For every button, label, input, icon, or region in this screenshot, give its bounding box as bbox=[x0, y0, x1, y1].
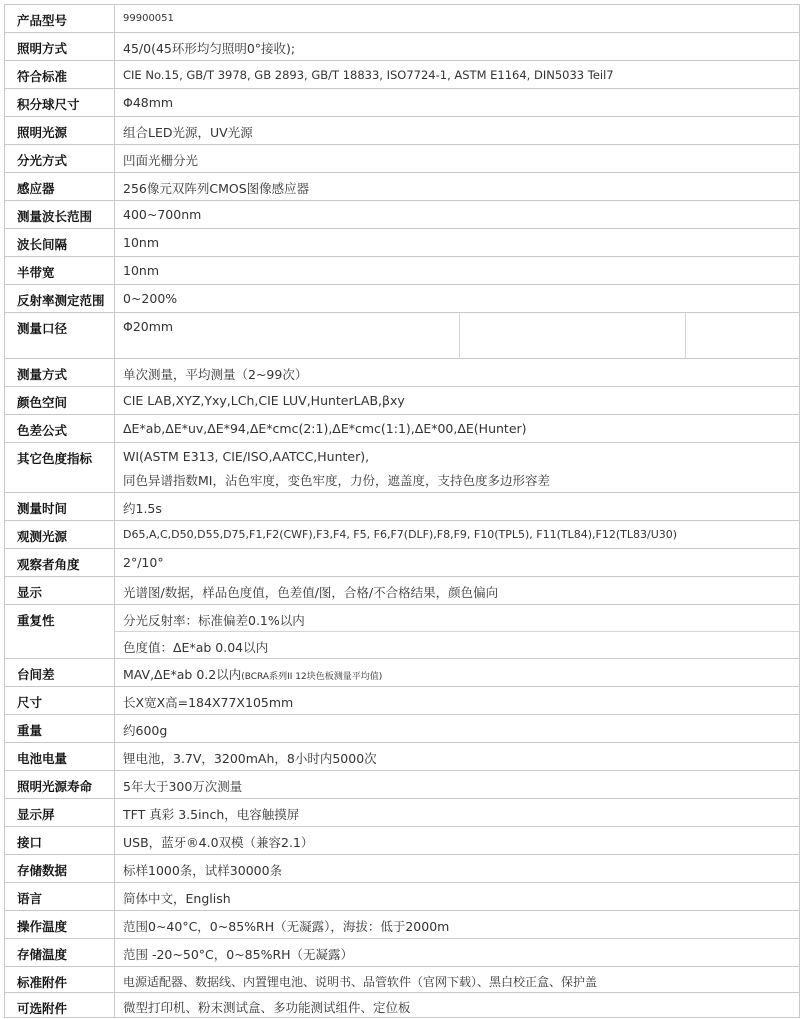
spec-value: 256像元双阵列CMOS图像感应器 bbox=[115, 173, 800, 200]
spec-label: 电池电量 bbox=[4, 743, 115, 770]
spec-row-dimensions bbox=[4, 686, 800, 714]
spec-label: 显示 bbox=[4, 577, 115, 604]
spec-value: 单次测量，平均测量（2~99次） bbox=[115, 359, 800, 386]
spec-row-half-bandwidth bbox=[4, 256, 800, 284]
spec-value: CIE LAB,XYZ,Yxy,LCh,CIE LUV,HunterLAB,βxy bbox=[115, 387, 800, 414]
spec-label: 符合标准 bbox=[4, 61, 115, 88]
spec-value: MAV,ΔE*ab 0.2以内(BCRA系列II 12块色板测量平均值) bbox=[115, 659, 800, 686]
spec-label: 台间差 bbox=[4, 659, 115, 686]
spec-row-spectral-method bbox=[4, 144, 800, 172]
spec-label: 感应器 bbox=[4, 173, 115, 200]
spec-value: Φ48mm bbox=[115, 89, 800, 116]
spec-value: 简体中文，English bbox=[115, 883, 800, 910]
spec-row-weight bbox=[4, 714, 800, 742]
spec-label: 操作温度 bbox=[4, 911, 115, 938]
spec-row-product-model bbox=[4, 4, 800, 32]
spec-value: ΔE*ab,ΔE*uv,ΔE*94,ΔE*cmc(2:1),ΔE*cmc(1:1),ΔE*00,ΔE(Hunter) bbox=[115, 415, 800, 442]
spec-label: 标准附件 bbox=[4, 967, 115, 992]
spec-row-optional-accessories bbox=[4, 992, 800, 1018]
cell-divider bbox=[685, 313, 686, 358]
cell-divider bbox=[459, 313, 460, 358]
spec-row-color-space bbox=[4, 386, 800, 414]
spec-value: 10nm bbox=[115, 229, 800, 256]
spec-row-language bbox=[4, 882, 800, 910]
spec-value: Φ20mm bbox=[115, 313, 800, 358]
spec-row-measure-time bbox=[4, 492, 800, 520]
spec-value: 5年大于300万次测量 bbox=[115, 771, 800, 798]
spec-value: TFT 真彩 3.5inch，电容触摸屏 bbox=[115, 799, 800, 826]
spec-label: 照明方式 bbox=[4, 33, 115, 60]
spec-label: 重量 bbox=[4, 715, 115, 742]
spec-row-repeatability bbox=[4, 604, 800, 658]
spec-value: 2°/10° bbox=[115, 549, 800, 576]
spec-row-observer-angle bbox=[4, 548, 800, 576]
spec-value: USB，蓝牙®4.0双模（兼容2.1） bbox=[115, 827, 800, 854]
spec-label: 测量口径 bbox=[4, 313, 115, 358]
spec-label: 其它色度指标 bbox=[4, 443, 115, 492]
spec-value: D65,A,C,D50,D55,D75,F1,F2(CWF),F3,F4, F5, F6,F7(DLF),F8,F9, F10(TPL5), F11(TL84),F12(TL83/U30) bbox=[115, 521, 800, 548]
spec-value: 长X宽X高=184X77X105mm bbox=[115, 687, 800, 714]
spec-label: 反射率测定范围 bbox=[4, 285, 115, 312]
spec-label: 测量时间 bbox=[4, 493, 115, 520]
spec-value: 分光反射率：标准偏差0.1%以内 色度值：ΔE*ab 0.04以内 bbox=[115, 605, 800, 658]
spec-value: 400~700nm bbox=[115, 201, 800, 228]
spec-value: 范围 -20~50°C，0~85%RH（无凝露） bbox=[115, 939, 800, 966]
spec-row-battery bbox=[4, 742, 800, 770]
spec-row-standard-accessories bbox=[4, 966, 800, 992]
spec-label: 积分球尺寸 bbox=[4, 89, 115, 116]
spec-label: 显示屏 bbox=[4, 799, 115, 826]
spec-label: 观测光源 bbox=[4, 521, 115, 548]
spec-row-other-indices bbox=[4, 442, 800, 492]
spec-row-reflectance-range bbox=[4, 284, 800, 312]
spec-row-storage bbox=[4, 854, 800, 882]
spec-value: WI(ASTM E313, CIE/ISO,AATCC,Hunter), 同色异谱指数MI，沾色牢度，变色牢度，力份，遮盖度，支持色度多边形容差 bbox=[115, 443, 800, 492]
spec-value: 标样1000条，试样30000条 bbox=[115, 855, 800, 882]
spec-value: 99900051 bbox=[115, 5, 800, 32]
spec-row-light-source bbox=[4, 116, 800, 144]
spec-row-sensor bbox=[4, 172, 800, 200]
spec-row-standards bbox=[4, 60, 800, 88]
spec-row-operating-temp bbox=[4, 910, 800, 938]
spec-row-illumination bbox=[4, 32, 800, 60]
spec-label: 可选附件 bbox=[4, 993, 115, 1017]
spec-value: 约1.5s bbox=[115, 493, 800, 520]
spec-row-sphere-size bbox=[4, 88, 800, 116]
spec-value: 凹面光栅分光 bbox=[115, 145, 800, 172]
spec-label: 照明光源 bbox=[4, 117, 115, 144]
spec-label: 波长间隔 bbox=[4, 229, 115, 256]
spec-label: 语言 bbox=[4, 883, 115, 910]
spec-row-aperture bbox=[4, 312, 800, 358]
spec-label: 测量方式 bbox=[4, 359, 115, 386]
spec-value: 电源适配器、数据线、内置锂电池、说明书、品管软件（官网下载）、黑白校正盒、保护盖 bbox=[115, 967, 800, 992]
spec-value: 光谱图/数据，样品色度值，色差值/图，合格/不合格结果，颜色偏向 bbox=[115, 577, 800, 604]
spec-row-screen bbox=[4, 798, 800, 826]
spec-label: 存储温度 bbox=[4, 939, 115, 966]
spec-label: 照明光源寿命 bbox=[4, 771, 115, 798]
spec-label: 尺寸 bbox=[4, 687, 115, 714]
spec-value: 微型打印机、粉末测试盒、多功能测试组件、定位板 bbox=[115, 993, 800, 1017]
spec-row-illuminants bbox=[4, 520, 800, 548]
spec-label: 颜色空间 bbox=[4, 387, 115, 414]
spec-label: 观察者角度 bbox=[4, 549, 115, 576]
spec-label: 分光方式 bbox=[4, 145, 115, 172]
spec-row-wavelength-interval bbox=[4, 228, 800, 256]
spec-label: 测量波长范围 bbox=[4, 201, 115, 228]
spec-value: 范围0~40°C，0~85%RH（无凝露），海拔：低于2000m bbox=[115, 911, 800, 938]
spec-row-display bbox=[4, 576, 800, 604]
spec-label: 产品型号 bbox=[4, 5, 115, 32]
spec-row-lamp-life bbox=[4, 770, 800, 798]
spec-value: 约600g bbox=[115, 715, 800, 742]
spec-row-color-difference bbox=[4, 414, 800, 442]
spec-label: 色差公式 bbox=[4, 415, 115, 442]
spec-label: 重复性 bbox=[4, 605, 115, 658]
spec-label: 半带宽 bbox=[4, 257, 115, 284]
spec-row-interface bbox=[4, 826, 800, 854]
spec-value: CIE No.15, GB/T 3978, GB 2893, GB/T 18833, ISO7724-1, ASTM E1164, DIN5033 Teil7 bbox=[115, 61, 800, 88]
spec-label: 接口 bbox=[4, 827, 115, 854]
spec-label: 存储数据 bbox=[4, 855, 115, 882]
spec-row-wavelength-range bbox=[4, 200, 800, 228]
spec-value: 10nm bbox=[115, 257, 800, 284]
spec-row-inter-instrument bbox=[4, 658, 800, 686]
spec-row-measure-mode bbox=[4, 358, 800, 386]
cell-divider bbox=[115, 631, 799, 632]
spec-value: 组合LED光源，UV光源 bbox=[115, 117, 800, 144]
spec-value: 锂电池，3.7V，3200mAh，8小时内5000次 bbox=[115, 743, 800, 770]
spec-value: 0~200% bbox=[115, 285, 800, 312]
spec-row-storage-temp bbox=[4, 938, 800, 966]
spec-value: 45/0(45环形均匀照明0°接收); bbox=[115, 33, 800, 60]
